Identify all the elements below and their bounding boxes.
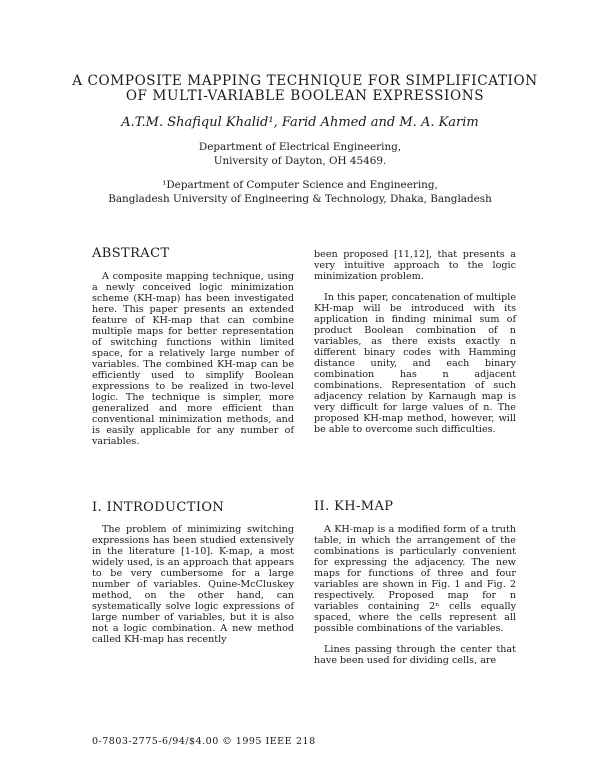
khmap-paragraph-2: Lines passing through the center that have been used for dividing cells, are [314, 644, 516, 666]
paper-title: A COMPOSITE MAPPING TECHNIQUE FOR SIMPLIFICATION OF MULTI-VARIABLE BOOLEAN EXPRESSIONS [72, 73, 538, 104]
affiliation-2 [60, 178, 540, 206]
affiliation-1 [60, 140, 540, 168]
affiliation-2-line-2: Bangladesh University of Engineering & Technology, Dhaka, Bangladesh [108, 193, 492, 205]
footer-page-number: 218 [296, 736, 316, 747]
concatenation-paragraph: In this paper, concatenation of multiple KH-map will be introduced with its application in finding minimal sum of product Boolean combination of n variables, as there exists exactly n different binary codes with Hamming distance unity, and each binary combination has n adjacent combinations. Representation of such adjacency relation by Karnaugh map is very difficult for large values of n. The proposed KH-map method, however, will be able to overcome such difficulties. [314, 292, 516, 435]
khmap-paragraph-1: A KH-map is a modified form of a truth table, in which the arrangement of the combinations is particularly convenient for expressing the adjacency. The new maps for functions of three and four variables are shown in Fig. 1 and Fig. 2 respectively. Proposed map for n variables containing 2ⁿ cells equally spaced, where the cells represent all possible combinations of the variables. [314, 524, 516, 634]
paper-authors: A.T.M. Shafiqul Khalid¹, Farid Ahmed and M. A. Karim [121, 115, 479, 130]
khmap-heading: II. KH-MAP [314, 499, 394, 514]
affiliation-1-line-1: Department of Electrical Engineering, [198, 141, 402, 153]
abstract-body [92, 271, 294, 447]
khmap-body [314, 524, 516, 666]
abstract-paragraph: A composite mapping technique, using a newly conceived logic minimization scheme (KH-map) has been investigated here. This paper presents an extended feature of KH-map that can combine multiple maps for better representation of switching functions within limited space, for a relatively large number of variables. The combined KH-map can be efficiently used to simplify Boolean expressions to be realized in two-level logic. The technique is simpler, more generalized and more efficient than conventional minimization methods, and is easily applicable for any number of variables. [92, 271, 294, 447]
intro-continued-paragraph: been proposed [11,12], that presents a very intuitive approach to the logic minimization problem. [314, 249, 516, 282]
introduction-body [92, 524, 294, 645]
right-column-intro [314, 249, 516, 435]
footer-copyright: 0-7803-2775-6/94/$4.00 © 1995 IEEE [92, 736, 293, 747]
abstract-heading: ABSTRACT [92, 246, 170, 261]
affiliation-2-line-1: ¹Department of Computer Science and Engineering, [162, 179, 438, 191]
introduction-paragraph: The problem of minimizing switching expressions has been studied extensively in the literature [1-10]. K-map, a most widely used, is an approach that appears to be very cumbersome for a large number of variables. Quine-McCluskey method, on the other hand, can systematically solve logic expressions of large number of variables, but it is also not a logic combination. A new method called KH-map has recently [92, 524, 294, 645]
introduction-heading: I. INTRODUCTION [92, 500, 225, 515]
affiliation-1-line-2: University of Dayton, OH 45469. [213, 155, 387, 167]
